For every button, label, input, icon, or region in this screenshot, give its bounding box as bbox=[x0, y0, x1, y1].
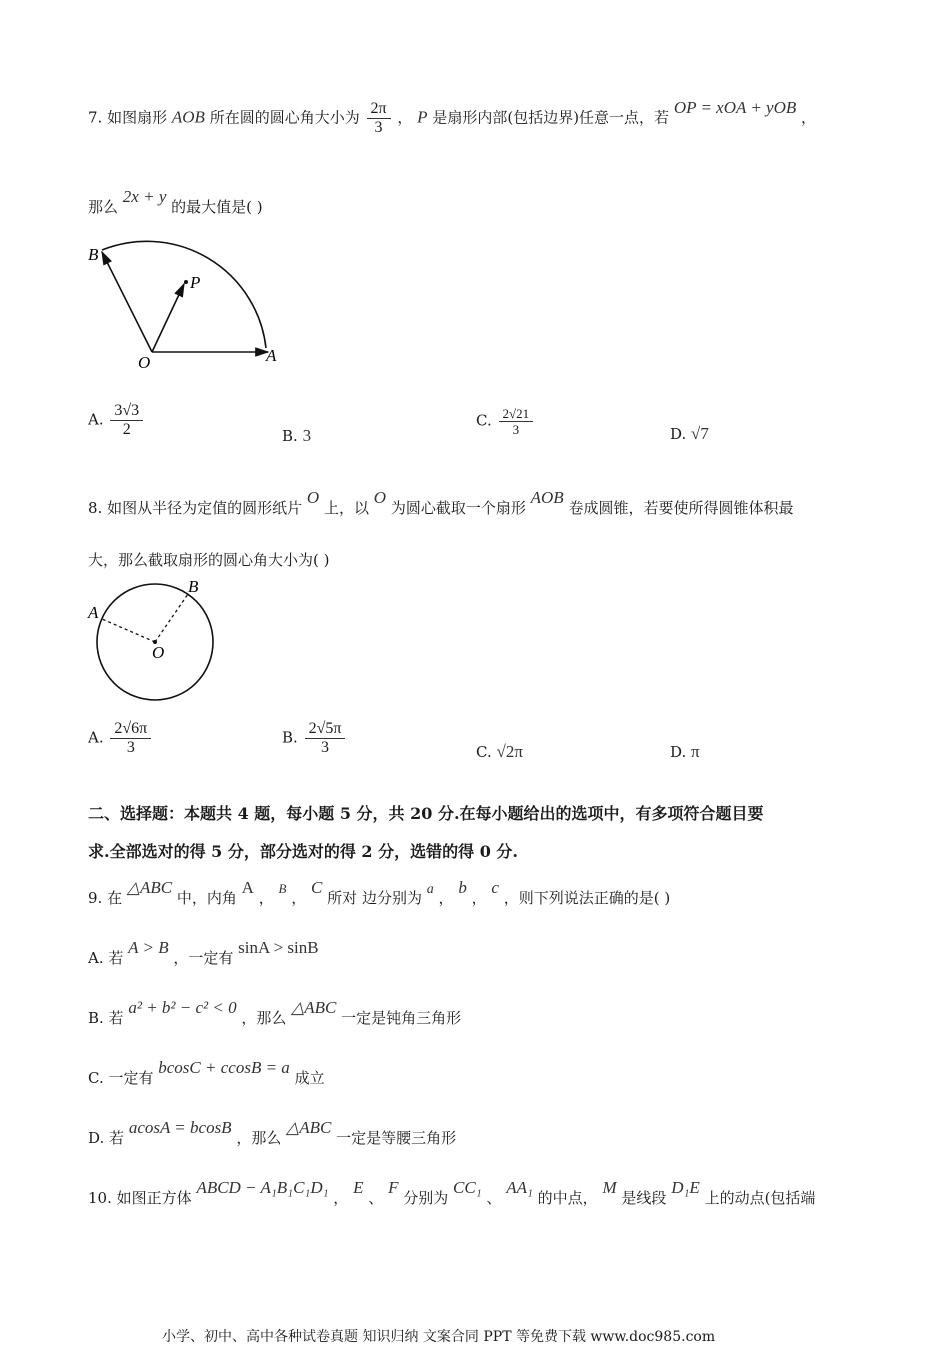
option-label: D. bbox=[670, 425, 687, 443]
label-o: O bbox=[152, 643, 165, 662]
fraction-denominator: 3 bbox=[321, 739, 329, 756]
option-label: B. 若 bbox=[88, 1009, 124, 1027]
q7-text: 所在圆的圆心角大小为 bbox=[209, 108, 360, 127]
q9-option-c bbox=[88, 1058, 325, 1088]
q10-edge-aa1: AA₁ bbox=[506, 1178, 533, 1197]
q10-edge-cc1: CC₁ bbox=[453, 1178, 482, 1197]
q7-option-d bbox=[670, 424, 709, 444]
option-label: D. 若 bbox=[88, 1129, 125, 1147]
fraction-denominator: 3 bbox=[126, 739, 135, 756]
q10-text: 的中点， bbox=[537, 1189, 598, 1207]
q8-text: 卷成圆锥，若要使所得圆锥体积最 bbox=[568, 499, 794, 517]
section2-heading bbox=[88, 801, 764, 824]
q7-number: 7. bbox=[88, 108, 103, 127]
option-text: 一定是钝角三角形 bbox=[341, 1009, 462, 1027]
q9-comma: ， bbox=[471, 889, 487, 907]
option-label: C. bbox=[476, 743, 492, 761]
q8-sector-label: AOB bbox=[530, 488, 564, 507]
q7-text: 是扇形内部(包括边界)任意一点，若 bbox=[432, 108, 670, 127]
option-value: √2π bbox=[496, 742, 523, 761]
label-b: B bbox=[88, 245, 99, 264]
q7-text: 的最大值是( ) bbox=[171, 198, 263, 216]
option-fraction bbox=[305, 720, 346, 757]
option-fraction bbox=[499, 406, 534, 437]
fraction-numerator: 2√5π bbox=[305, 720, 346, 739]
q8-number: 8. bbox=[88, 499, 103, 517]
fraction-denominator: 2 bbox=[122, 421, 131, 438]
q7-vector-equation: OP = xOA + yOB bbox=[673, 97, 797, 117]
q9-option-a bbox=[88, 938, 319, 968]
q9-angle-a: A bbox=[241, 878, 254, 897]
option-label: D. bbox=[670, 743, 687, 761]
q10-line1 bbox=[88, 1178, 816, 1208]
q7-sector-label: AOB bbox=[171, 107, 205, 127]
q10-point-e: E bbox=[353, 1178, 364, 1197]
fraction-numerator: 2π bbox=[367, 100, 391, 119]
q9-side-c: c bbox=[491, 878, 499, 897]
q8-option-c bbox=[476, 742, 523, 762]
q7-line2 bbox=[88, 187, 263, 217]
q10-text: 如图正方体 bbox=[116, 1189, 192, 1207]
q9-comma: ， bbox=[291, 889, 307, 907]
q8-line1 bbox=[88, 488, 794, 518]
q9-side-b: b bbox=[458, 878, 467, 897]
option-math: acosA = bcosB bbox=[128, 1118, 232, 1137]
q8-point-o: O bbox=[373, 488, 387, 507]
q9-triangle: △ABC bbox=[126, 878, 173, 897]
section2-line2: 求.全部选对的得 5 分，部分选对的得 2 分，选错的得 0 分. bbox=[88, 842, 518, 861]
option-label: A. 若 bbox=[88, 949, 124, 967]
q9-angle-c: C bbox=[311, 878, 323, 897]
q7-angle-fraction bbox=[367, 100, 391, 137]
q10-point-m: M bbox=[602, 1178, 617, 1197]
q10-number: 10. bbox=[88, 1189, 112, 1207]
q7-point-p: P bbox=[417, 107, 428, 127]
q10-point-f: F bbox=[388, 1178, 399, 1197]
point-p bbox=[184, 280, 188, 284]
q8-text: 大，那么截取扇形的圆心角大小为( ) bbox=[88, 551, 330, 569]
q8-text: 上，以 bbox=[323, 499, 369, 517]
q10-text: 上的动点(包括端 bbox=[704, 1189, 816, 1207]
q8-option-d bbox=[670, 742, 700, 762]
q10-segment-d1e: D₁E bbox=[671, 1178, 700, 1197]
option-text: 成立 bbox=[294, 1069, 325, 1087]
label-b: B bbox=[188, 577, 199, 596]
vector-op bbox=[152, 284, 184, 352]
section2-line1: 二、选择题：本题共 4 题，每小题 5 分，共 20 分.在每小题给出的选项中，有多项符合题目要 bbox=[88, 804, 764, 823]
section2-heading-cont bbox=[88, 839, 518, 862]
q7-sector-figure bbox=[80, 228, 300, 378]
option-label: C. 一定有 bbox=[88, 1069, 154, 1087]
q8-option-b bbox=[282, 720, 347, 757]
option-text: ，一定有 bbox=[173, 949, 234, 967]
radius-ob bbox=[155, 594, 188, 642]
q7-expression: 2x + y bbox=[122, 187, 167, 206]
q8-circle-figure bbox=[84, 576, 224, 706]
q7-line1 bbox=[88, 97, 817, 137]
q9-text: ，则下列说法正确的是( ) bbox=[503, 889, 671, 907]
sector-arc bbox=[102, 241, 266, 348]
q9-angle-b: B bbox=[278, 881, 287, 896]
q9-option-d bbox=[88, 1118, 457, 1148]
option-math: △ABC bbox=[291, 998, 337, 1017]
fraction-numerator: 3√3 bbox=[110, 402, 143, 421]
option-label: B. bbox=[282, 728, 298, 747]
option-fraction bbox=[110, 402, 143, 439]
label-a: A bbox=[88, 603, 99, 622]
option-text: ，那么 bbox=[241, 1009, 287, 1027]
vector-ob bbox=[102, 252, 152, 352]
fraction-numerator: 2√6π bbox=[110, 720, 151, 739]
q7-comma: ， bbox=[397, 108, 413, 127]
option-fraction bbox=[110, 720, 151, 757]
q9-side-a: a bbox=[426, 882, 434, 897]
q8-line2 bbox=[88, 549, 329, 570]
q10-text: 、 bbox=[486, 1189, 502, 1207]
q9-text: 在 bbox=[107, 889, 123, 907]
q10-comma: ， bbox=[333, 1189, 349, 1207]
option-label: B. bbox=[282, 427, 298, 445]
option-math: a² + b² − c² < 0 bbox=[128, 998, 237, 1017]
q8-text: 为圆心截取一个扇形 bbox=[390, 499, 526, 517]
label-p: P bbox=[190, 273, 201, 292]
option-text: ，那么 bbox=[236, 1129, 282, 1147]
q9-text: 中，内角 bbox=[176, 889, 237, 907]
option-label: C. bbox=[476, 411, 492, 430]
q10-cube: ABCD − A₁B₁C₁D₁ bbox=[196, 1178, 329, 1197]
page-footer: 小学、初中、高中各种试卷真题 知识归纳 文案合同 PPT 等免费下载 www.doc985.com bbox=[162, 1329, 716, 1345]
q9-comma: ， bbox=[258, 889, 274, 907]
q8-point-o: O bbox=[306, 488, 320, 507]
q10-text: 分别为 bbox=[403, 1189, 449, 1207]
q10-text: 、 bbox=[368, 1189, 384, 1207]
q7-text: 如图扇形 bbox=[107, 108, 168, 127]
q8-option-a bbox=[88, 720, 153, 757]
q7-option-b bbox=[282, 426, 311, 446]
label-a: A bbox=[266, 346, 277, 365]
option-value: π bbox=[691, 742, 700, 761]
option-text: 一定是等腰三角形 bbox=[336, 1129, 457, 1147]
q9-line1 bbox=[88, 878, 671, 908]
fraction-denominator: 3 bbox=[512, 422, 520, 437]
q8-text: 如图从半径为定值的圆形纸片 bbox=[107, 499, 303, 517]
q9-number: 9. bbox=[88, 889, 103, 907]
option-math: △ABC bbox=[286, 1118, 332, 1137]
option-value: 3 bbox=[302, 426, 312, 445]
option-math: sinA > sinB bbox=[238, 938, 319, 957]
option-value: √7 bbox=[691, 424, 709, 443]
q7-option-a bbox=[88, 402, 145, 439]
q7-comma: ， bbox=[801, 108, 817, 127]
q9-option-b bbox=[88, 998, 462, 1028]
fraction-denominator: 3 bbox=[374, 119, 383, 136]
q10-text: 是线段 bbox=[621, 1189, 667, 1207]
radius-oa bbox=[102, 619, 155, 642]
q7-option-c bbox=[476, 406, 535, 437]
q7-text: 那么 bbox=[88, 198, 119, 216]
fraction-numerator: 2√21 bbox=[499, 406, 534, 422]
q9-text: 所对 边分别为 bbox=[327, 889, 422, 907]
label-o: O bbox=[138, 353, 151, 372]
q9-comma: ， bbox=[438, 889, 454, 907]
option-label: A. bbox=[88, 728, 104, 747]
option-math: bcosC + ccosB = a bbox=[158, 1058, 290, 1077]
option-math: A > B bbox=[128, 938, 169, 957]
option-label: A. bbox=[88, 410, 104, 429]
